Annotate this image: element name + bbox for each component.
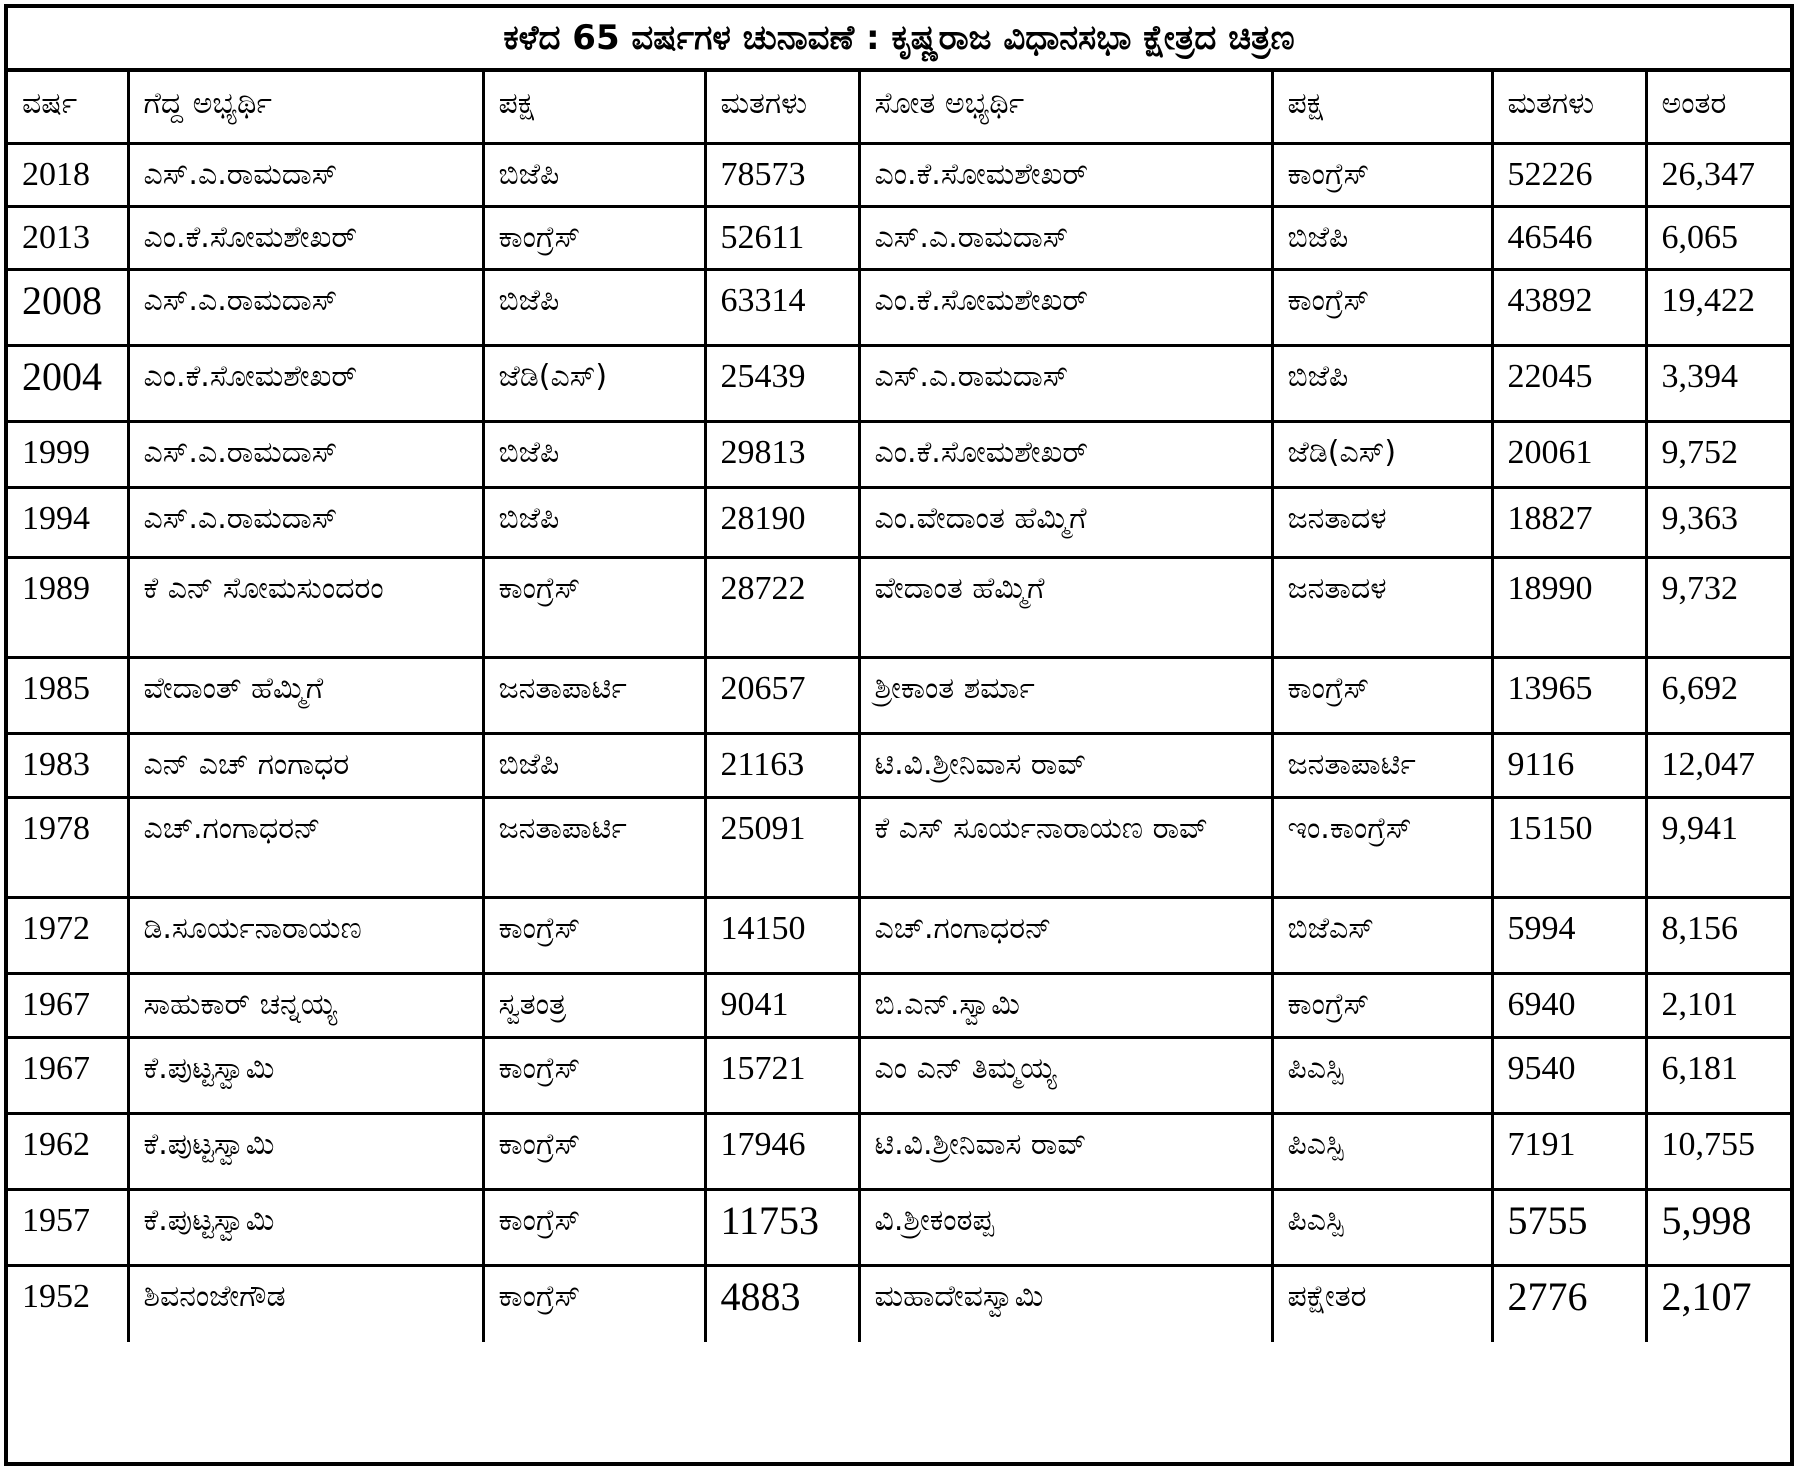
table-row xyxy=(8,734,1790,798)
cell-margin: 10,755 xyxy=(1646,1114,1790,1190)
cell-winner-votes: 25091 xyxy=(705,798,859,898)
cell-margin: 6,181 xyxy=(1646,1038,1790,1114)
cell-loser: ಎಂ ಎನ್ ತಿಮ್ಮಯ್ಯ xyxy=(859,1038,1272,1114)
table-row xyxy=(8,207,1790,270)
cell-year: 1972 xyxy=(8,898,128,974)
table-row xyxy=(8,898,1790,974)
cell-loser-votes: 18827 xyxy=(1492,488,1646,558)
table-row xyxy=(8,1114,1790,1190)
cell-margin: 9,363 xyxy=(1646,488,1790,558)
cell-winner-votes: 28722 xyxy=(705,558,859,658)
cell-winner-party: ಜನತಾಪಾರ್ಟಿ xyxy=(483,798,705,898)
cell-loser: ವೇದಾಂತ ಹೆಮ್ಮಿಗೆ xyxy=(859,558,1272,658)
cell-loser-party: ಪಿಎಸ್ಪಿ xyxy=(1272,1038,1492,1114)
cell-loser-party: ಕಾಂಗ್ರೆಸ್ xyxy=(1272,144,1492,207)
table-row xyxy=(8,144,1790,207)
header-year: ವರ್ಷ xyxy=(8,72,128,144)
cell-loser-votes: 46546 xyxy=(1492,207,1646,270)
cell-loser-party: ಜೆಡಿ(ಎಸ್) xyxy=(1272,422,1492,488)
cell-winner-party: ಬಿಜೆಪಿ xyxy=(483,270,705,346)
cell-loser-party: ಪಿಎಸ್ಪಿ xyxy=(1272,1190,1492,1266)
cell-loser-votes: 15150 xyxy=(1492,798,1646,898)
cell-loser-party: ಜನತಾದಳ xyxy=(1272,558,1492,658)
cell-loser-votes: 22045 xyxy=(1492,346,1646,422)
cell-loser: ಎಸ್.ಎ.ರಾಮದಾಸ್ xyxy=(859,207,1272,270)
cell-winner-party: ಕಾಂಗ್ರೆಸ್ xyxy=(483,1038,705,1114)
cell-winner: ಕೆ.ಪುಟ್ಟಸ್ವಾಮಿ xyxy=(128,1190,483,1266)
cell-margin: 3,394 xyxy=(1646,346,1790,422)
cell-loser-votes: 20061 xyxy=(1492,422,1646,488)
cell-loser-party: ಇಂ.ಕಾಂಗ್ರೆಸ್ xyxy=(1272,798,1492,898)
cell-year: 1983 xyxy=(8,734,128,798)
cell-loser-votes: 18990 xyxy=(1492,558,1646,658)
header-loser-votes: ಮತಗಳು xyxy=(1492,72,1646,144)
table-row xyxy=(8,658,1790,734)
cell-year: 1962 xyxy=(8,1114,128,1190)
cell-year: 1978 xyxy=(8,798,128,898)
table-row xyxy=(8,346,1790,422)
header-winner-party: ಪಕ್ಷ xyxy=(483,72,705,144)
cell-winner: ಎಚ್.ಗಂಗಾಧರನ್ xyxy=(128,798,483,898)
cell-winner-votes: 9041 xyxy=(705,974,859,1038)
table-row xyxy=(8,974,1790,1038)
cell-winner-votes: 14150 xyxy=(705,898,859,974)
cell-winner-party: ಬಿಜೆಪಿ xyxy=(483,144,705,207)
cell-winner-votes: 21163 xyxy=(705,734,859,798)
cell-loser-votes: 43892 xyxy=(1492,270,1646,346)
cell-year: 2004 xyxy=(8,346,128,422)
cell-loser: ಕೆ ಎಸ್ ಸೂರ್ಯನಾರಾಯಣ ರಾವ್ xyxy=(859,798,1272,898)
table-row xyxy=(8,1190,1790,1266)
cell-winner: ಕೆ.ಪುಟ್ಟಸ್ವಾಮಿ xyxy=(128,1038,483,1114)
cell-loser: ಮಹಾದೇವಸ್ವಾಮಿ xyxy=(859,1266,1272,1342)
cell-winner-party: ಬಿಜೆಪಿ xyxy=(483,422,705,488)
cell-loser: ಎಂ.ವೇದಾಂತ ಹೆಮ್ಮಿಗೆ xyxy=(859,488,1272,558)
cell-margin: 2,101 xyxy=(1646,974,1790,1038)
cell-winner-party: ಕಾಂಗ್ರೆಸ್ xyxy=(483,898,705,974)
cell-margin: 2,107 xyxy=(1646,1266,1790,1342)
cell-margin: 9,941 xyxy=(1646,798,1790,898)
cell-loser-party: ಬಿಜೆಪಿ xyxy=(1272,207,1492,270)
header-winner-votes: ಮತಗಳು xyxy=(705,72,859,144)
cell-margin: 6,692 xyxy=(1646,658,1790,734)
cell-winner-party: ಜೆಡಿ(ಎಸ್) xyxy=(483,346,705,422)
cell-loser: ಎಂ.ಕೆ.ಸೋಮಶೇಖರ್ xyxy=(859,270,1272,346)
cell-winner: ಕೆ ಎನ್ ಸೋಮಸುಂದರಂ xyxy=(128,558,483,658)
cell-winner: ವೇದಾಂತ್ ಹೆಮ್ಮಿಗೆ xyxy=(128,658,483,734)
cell-loser: ಬಿ.ಎನ್.ಸ್ವಾಮಿ xyxy=(859,974,1272,1038)
table-row xyxy=(8,798,1790,898)
cell-winner-votes: 29813 xyxy=(705,422,859,488)
cell-winner-party: ಕಾಂಗ್ರೆಸ್ xyxy=(483,207,705,270)
cell-winner-party: ಬಿಜೆಪಿ xyxy=(483,734,705,798)
cell-winner-votes: 4883 xyxy=(705,1266,859,1342)
cell-loser-votes: 9540 xyxy=(1492,1038,1646,1114)
cell-year: 1967 xyxy=(8,974,128,1038)
cell-year: 2018 xyxy=(8,144,128,207)
table-row xyxy=(8,1266,1790,1342)
cell-winner-party: ಸ್ವತಂತ್ರ xyxy=(483,974,705,1038)
table-title: ಕಳೆದ 65 ವರ್ಷಗಳ ಚುನಾವಣೆ : ಕೃಷ್ಣರಾಜ ವಿಧಾನಸಭಾ ಕ್ಷೇತ್ರದ ಚಿತ್ರಣ xyxy=(8,8,1790,72)
cell-winner-votes: 52611 xyxy=(705,207,859,270)
cell-margin: 12,047 xyxy=(1646,734,1790,798)
cell-year: 1957 xyxy=(8,1190,128,1266)
cell-winner: ಕೆ.ಪುಟ್ಟಸ್ವಾಮಿ xyxy=(128,1114,483,1190)
cell-loser-votes: 52226 xyxy=(1492,144,1646,207)
cell-winner-votes: 15721 xyxy=(705,1038,859,1114)
cell-winner-votes: 25439 xyxy=(705,346,859,422)
cell-winner-party: ಕಾಂಗ್ರೆಸ್ xyxy=(483,1114,705,1190)
cell-winner: ಎನ್ ಎಚ್ ಗಂಗಾಧರ xyxy=(128,734,483,798)
cell-loser: ಟಿ.ವಿ.ಶ್ರೀನಿವಾಸ ರಾವ್ xyxy=(859,1114,1272,1190)
cell-winner-party: ಜನತಾಪಾರ್ಟಿ xyxy=(483,658,705,734)
cell-winner-votes: 78573 xyxy=(705,144,859,207)
cell-year: 1967 xyxy=(8,1038,128,1114)
cell-loser-votes: 5994 xyxy=(1492,898,1646,974)
cell-winner-votes: 11753 xyxy=(705,1190,859,1266)
cell-loser-votes: 13965 xyxy=(1492,658,1646,734)
header-loser: ಸೋತ ಅಭ್ಯರ್ಥಿ xyxy=(859,72,1272,144)
cell-loser: ಶ್ರೀಕಾಂತ ಶರ್ಮಾ xyxy=(859,658,1272,734)
cell-year: 1985 xyxy=(8,658,128,734)
election-table-sheet xyxy=(4,4,1794,1466)
cell-loser-party: ಕಾಂಗ್ರೆಸ್ xyxy=(1272,974,1492,1038)
election-results-table xyxy=(8,72,1790,1342)
cell-winner: ಎಂ.ಕೆ.ಸೋಮಶೇಖರ್ xyxy=(128,207,483,270)
cell-winner-votes: 63314 xyxy=(705,270,859,346)
cell-margin: 19,422 xyxy=(1646,270,1790,346)
cell-loser: ಎಂ.ಕೆ.ಸೋಮಶೇಖರ್ xyxy=(859,422,1272,488)
table-row xyxy=(8,558,1790,658)
cell-loser-party: ಕಾಂಗ್ರೆಸ್ xyxy=(1272,658,1492,734)
cell-year: 1999 xyxy=(8,422,128,488)
table-row xyxy=(8,1038,1790,1114)
cell-winner-votes: 17946 xyxy=(705,1114,859,1190)
cell-loser-votes: 5755 xyxy=(1492,1190,1646,1266)
table-row xyxy=(8,422,1790,488)
cell-loser-party: ಬಿಜೆಪಿ xyxy=(1272,346,1492,422)
cell-winner: ಎಸ್.ಎ.ರಾಮದಾಸ್ xyxy=(128,144,483,207)
cell-year: 1952 xyxy=(8,1266,128,1342)
cell-year: 2013 xyxy=(8,207,128,270)
table-row xyxy=(8,270,1790,346)
cell-winner: ಎಸ್.ಎ.ರಾಮದಾಸ್ xyxy=(128,422,483,488)
cell-loser-party: ಜನತಾಪಾರ್ಟಿ xyxy=(1272,734,1492,798)
cell-margin: 5,998 xyxy=(1646,1190,1790,1266)
cell-loser-votes: 9116 xyxy=(1492,734,1646,798)
header-row xyxy=(8,72,1790,144)
cell-loser-votes: 6940 xyxy=(1492,974,1646,1038)
cell-loser-votes: 7191 xyxy=(1492,1114,1646,1190)
cell-winner-votes: 28190 xyxy=(705,488,859,558)
cell-loser: ವಿ.ಶ್ರೀಕಂಠಪ್ಪ xyxy=(859,1190,1272,1266)
cell-winner: ಸಾಹುಕಾರ್ ಚನ್ನಯ್ಯ xyxy=(128,974,483,1038)
header-winner: ಗೆದ್ದ ಅಭ್ಯರ್ಥಿ xyxy=(128,72,483,144)
cell-loser: ಎಂ.ಕೆ.ಸೋಮಶೇಖರ್ xyxy=(859,144,1272,207)
cell-loser: ಎಚ್.ಗಂಗಾಧರನ್ xyxy=(859,898,1272,974)
header-margin: ಅಂತರ xyxy=(1646,72,1790,144)
cell-loser-party: ಕಾಂಗ್ರೆಸ್ xyxy=(1272,270,1492,346)
cell-winner: ಎಂ.ಕೆ.ಸೋಮಶೇಖರ್ xyxy=(128,346,483,422)
cell-loser-votes: 2776 xyxy=(1492,1266,1646,1342)
cell-loser-party: ಪಿಎಸ್ಪಿ xyxy=(1272,1114,1492,1190)
cell-winner-party: ಕಾಂಗ್ರೆಸ್ xyxy=(483,1266,705,1342)
cell-loser-party: ಜನತಾದಳ xyxy=(1272,488,1492,558)
cell-loser: ಟಿ.ವಿ.ಶ್ರೀನಿವಾಸ ರಾವ್ xyxy=(859,734,1272,798)
table-row xyxy=(8,488,1790,558)
cell-winner-party: ಕಾಂಗ್ರೆಸ್ xyxy=(483,558,705,658)
cell-winner-votes: 20657 xyxy=(705,658,859,734)
header-loser-party: ಪಕ್ಷ xyxy=(1272,72,1492,144)
cell-loser-party: ಬಿಜೆಎಸ್ xyxy=(1272,898,1492,974)
cell-loser: ಎಸ್.ಎ.ರಾಮದಾಸ್ xyxy=(859,346,1272,422)
cell-margin: 26,347 xyxy=(1646,144,1790,207)
cell-winner-party: ಬಿಜೆಪಿ xyxy=(483,488,705,558)
cell-winner-party: ಕಾಂಗ್ರೆಸ್ xyxy=(483,1190,705,1266)
cell-loser-party: ಪಕ್ಷೇತರ xyxy=(1272,1266,1492,1342)
cell-winner: ಎಸ್.ಎ.ರಾಮದಾಸ್ xyxy=(128,488,483,558)
cell-margin: 9,732 xyxy=(1646,558,1790,658)
cell-winner: ಶಿವನಂಜೇಗೌಡ xyxy=(128,1266,483,1342)
cell-winner: ಎಸ್.ಎ.ರಾಮದಾಸ್ xyxy=(128,270,483,346)
cell-year: 1989 xyxy=(8,558,128,658)
cell-year: 2008 xyxy=(8,270,128,346)
cell-margin: 9,752 xyxy=(1646,422,1790,488)
cell-margin: 8,156 xyxy=(1646,898,1790,974)
cell-year: 1994 xyxy=(8,488,128,558)
cell-winner: ಡಿ.ಸೂರ್ಯನಾರಾಯಣ xyxy=(128,898,483,974)
cell-margin: 6,065 xyxy=(1646,207,1790,270)
